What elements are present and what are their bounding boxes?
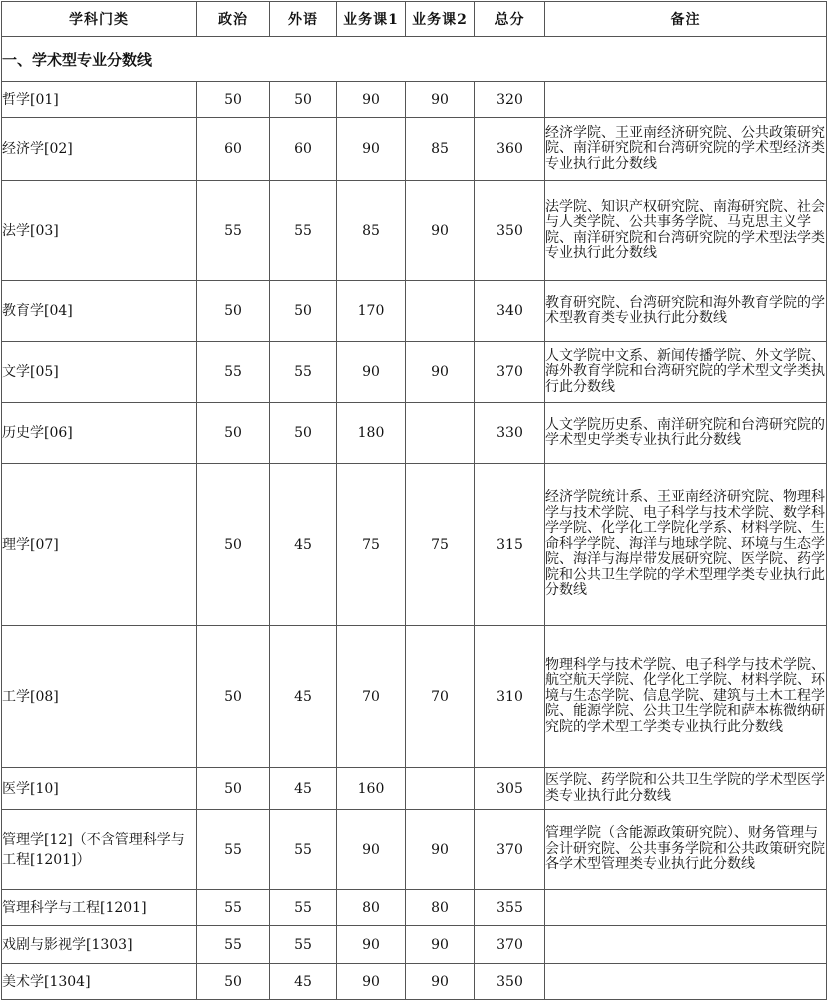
course2-cell: 90 — [406, 342, 475, 403]
language-cell: 50 — [270, 403, 337, 464]
subject-cell: 理学[07] — [2, 464, 197, 626]
subject-cell: 管理学[12]（不含管理科学与工程[1201]） — [2, 810, 197, 890]
course2-cell: 85 — [406, 118, 475, 181]
header-row — [2, 2, 827, 37]
language-cell: 55 — [270, 810, 337, 890]
course1-cell: 90 — [337, 82, 406, 118]
table-row — [2, 181, 827, 281]
course1-cell: 180 — [337, 403, 406, 464]
course2-cell: 75 — [406, 464, 475, 626]
note-cell: 经济学院统计系、王亚南经济研究院、物理科学与技术学院、电子科学与技术学院、数学科学学院、化学化工学院化学系、材料学院、生命科学学院、海洋与地球学院、环境与生态学院、海洋与海岸带发展研究院、医学院、药学院和公共卫生学院的学术型理学类专业执行此分数线 — [545, 464, 827, 626]
header-course1: 业务课1 — [337, 2, 406, 37]
subject-cell: 医学[10] — [2, 768, 197, 810]
section-row — [2, 37, 827, 82]
subject-cell: 管理科学与工程[1201] — [2, 890, 197, 926]
course2-cell: 90 — [406, 82, 475, 118]
course2-cell: 90 — [406, 810, 475, 890]
politics-cell: 55 — [197, 810, 270, 890]
politics-cell: 50 — [197, 964, 270, 1000]
total-cell: 350 — [475, 964, 545, 1000]
subject-cell: 经济学[02] — [2, 118, 197, 181]
language-cell: 50 — [270, 281, 337, 342]
course1-cell: 170 — [337, 281, 406, 342]
header-politics: 政治 — [197, 2, 270, 37]
section-title: 一、学术型专业分数线 — [2, 37, 827, 82]
header-course2: 业务课2 — [406, 2, 475, 37]
course1-cell: 80 — [337, 890, 406, 926]
note-cell: 人文学院中文系、新闻传播学院、外文学院、海外教育学院和台湾研究院的学术型文学类执行此分数线 — [545, 342, 827, 403]
course2-cell — [406, 281, 475, 342]
table-row — [2, 403, 827, 464]
course1-cell: 85 — [337, 181, 406, 281]
course1-cell: 160 — [337, 768, 406, 810]
note-cell: 教育研究院、台湾研究院和海外教育学院的学术型教育类专业执行此分数线 — [545, 281, 827, 342]
header-language: 外语 — [270, 2, 337, 37]
subject-cell: 美术学[1304] — [2, 964, 197, 1000]
language-cell: 45 — [270, 464, 337, 626]
course2-cell: 90 — [406, 181, 475, 281]
course2-cell — [406, 403, 475, 464]
total-cell: 350 — [475, 181, 545, 281]
table-row — [2, 810, 827, 890]
course1-cell: 90 — [337, 926, 406, 964]
table-row — [2, 926, 827, 964]
note-cell: 人文学院历史系、南洋研究院和台湾研究院的学术型史学类专业执行此分数线 — [545, 403, 827, 464]
header-note: 备注 — [545, 2, 827, 37]
politics-cell: 50 — [197, 403, 270, 464]
note-cell: 医学院、药学院和公共卫生学院的学术型医学类专业执行此分数线 — [545, 768, 827, 810]
language-cell: 45 — [270, 626, 337, 768]
politics-cell: 50 — [197, 626, 270, 768]
subject-cell: 教育学[04] — [2, 281, 197, 342]
subject-cell: 历史学[06] — [2, 403, 197, 464]
note-cell — [545, 964, 827, 1000]
politics-cell: 50 — [197, 82, 270, 118]
politics-cell: 55 — [197, 342, 270, 403]
course1-cell: 90 — [337, 810, 406, 890]
note-cell: 经济学院、王亚南经济研究院、公共政策研究院、南洋研究院和台湾研究院的学术型经济类专业执行此分数线 — [545, 118, 827, 181]
language-cell: 60 — [270, 118, 337, 181]
note-cell: 管理学院（含能源政策研究院）、财务管理与会计研究院、公共事务学院和公共政策研究院各学术型管理类专业执行此分数线 — [545, 810, 827, 890]
politics-cell: 55 — [197, 926, 270, 964]
subject-cell: 法学[03] — [2, 181, 197, 281]
note-cell — [545, 926, 827, 964]
course1-cell: 90 — [337, 342, 406, 403]
subject-cell: 戏剧与影视学[1303] — [2, 926, 197, 964]
course1-cell: 90 — [337, 964, 406, 1000]
course2-cell: 90 — [406, 964, 475, 1000]
table-row — [2, 82, 827, 118]
table-row — [2, 281, 827, 342]
total-cell: 320 — [475, 82, 545, 118]
course1-cell: 90 — [337, 118, 406, 181]
note-cell: 物理科学与技术学院、电子科学与技术学院、航空航天学院、化学化工学院、材料学院、环境与生态学院、信息学院、建筑与土木工程学院、能源学院、公共卫生学院和萨本栋微纳研究院的学术型工学类专业执行此分数线 — [545, 626, 827, 768]
politics-cell: 55 — [197, 181, 270, 281]
table-row — [2, 342, 827, 403]
politics-cell: 55 — [197, 890, 270, 926]
header-subject: 学科门类 — [2, 2, 197, 37]
language-cell: 55 — [270, 342, 337, 403]
language-cell: 55 — [270, 181, 337, 281]
total-cell: 315 — [475, 464, 545, 626]
course2-cell: 90 — [406, 926, 475, 964]
course1-cell: 75 — [337, 464, 406, 626]
table-row — [2, 964, 827, 1000]
table-row — [2, 768, 827, 810]
language-cell: 55 — [270, 890, 337, 926]
table-row — [2, 464, 827, 626]
course2-cell — [406, 768, 475, 810]
note-cell: 法学院、知识产权研究院、南海研究院、社会与人类学院、公共事务学院、马克思主义学院、南洋研究院和台湾研究院的学术型法学类专业执行此分数线 — [545, 181, 827, 281]
table-row — [2, 626, 827, 768]
total-cell: 330 — [475, 403, 545, 464]
course2-cell: 80 — [406, 890, 475, 926]
note-cell — [545, 890, 827, 926]
language-cell: 55 — [270, 926, 337, 964]
politics-cell: 50 — [197, 768, 270, 810]
course1-cell: 70 — [337, 626, 406, 768]
language-cell: 45 — [270, 768, 337, 810]
course2-cell: 70 — [406, 626, 475, 768]
table-row — [2, 118, 827, 181]
politics-cell: 50 — [197, 281, 270, 342]
total-cell: 370 — [475, 342, 545, 403]
table-row — [2, 890, 827, 926]
total-cell: 310 — [475, 626, 545, 768]
total-cell: 340 — [475, 281, 545, 342]
total-cell: 360 — [475, 118, 545, 181]
language-cell: 50 — [270, 82, 337, 118]
subject-cell: 文学[05] — [2, 342, 197, 403]
total-cell: 355 — [475, 890, 545, 926]
header-total: 总分 — [475, 2, 545, 37]
score-table — [1, 1, 827, 1000]
total-cell: 370 — [475, 810, 545, 890]
note-cell — [545, 82, 827, 118]
politics-cell: 60 — [197, 118, 270, 181]
total-cell: 305 — [475, 768, 545, 810]
subject-cell: 哲学[01] — [2, 82, 197, 118]
politics-cell: 50 — [197, 464, 270, 626]
language-cell: 45 — [270, 964, 337, 1000]
subject-cell: 工学[08] — [2, 626, 197, 768]
total-cell: 370 — [475, 926, 545, 964]
